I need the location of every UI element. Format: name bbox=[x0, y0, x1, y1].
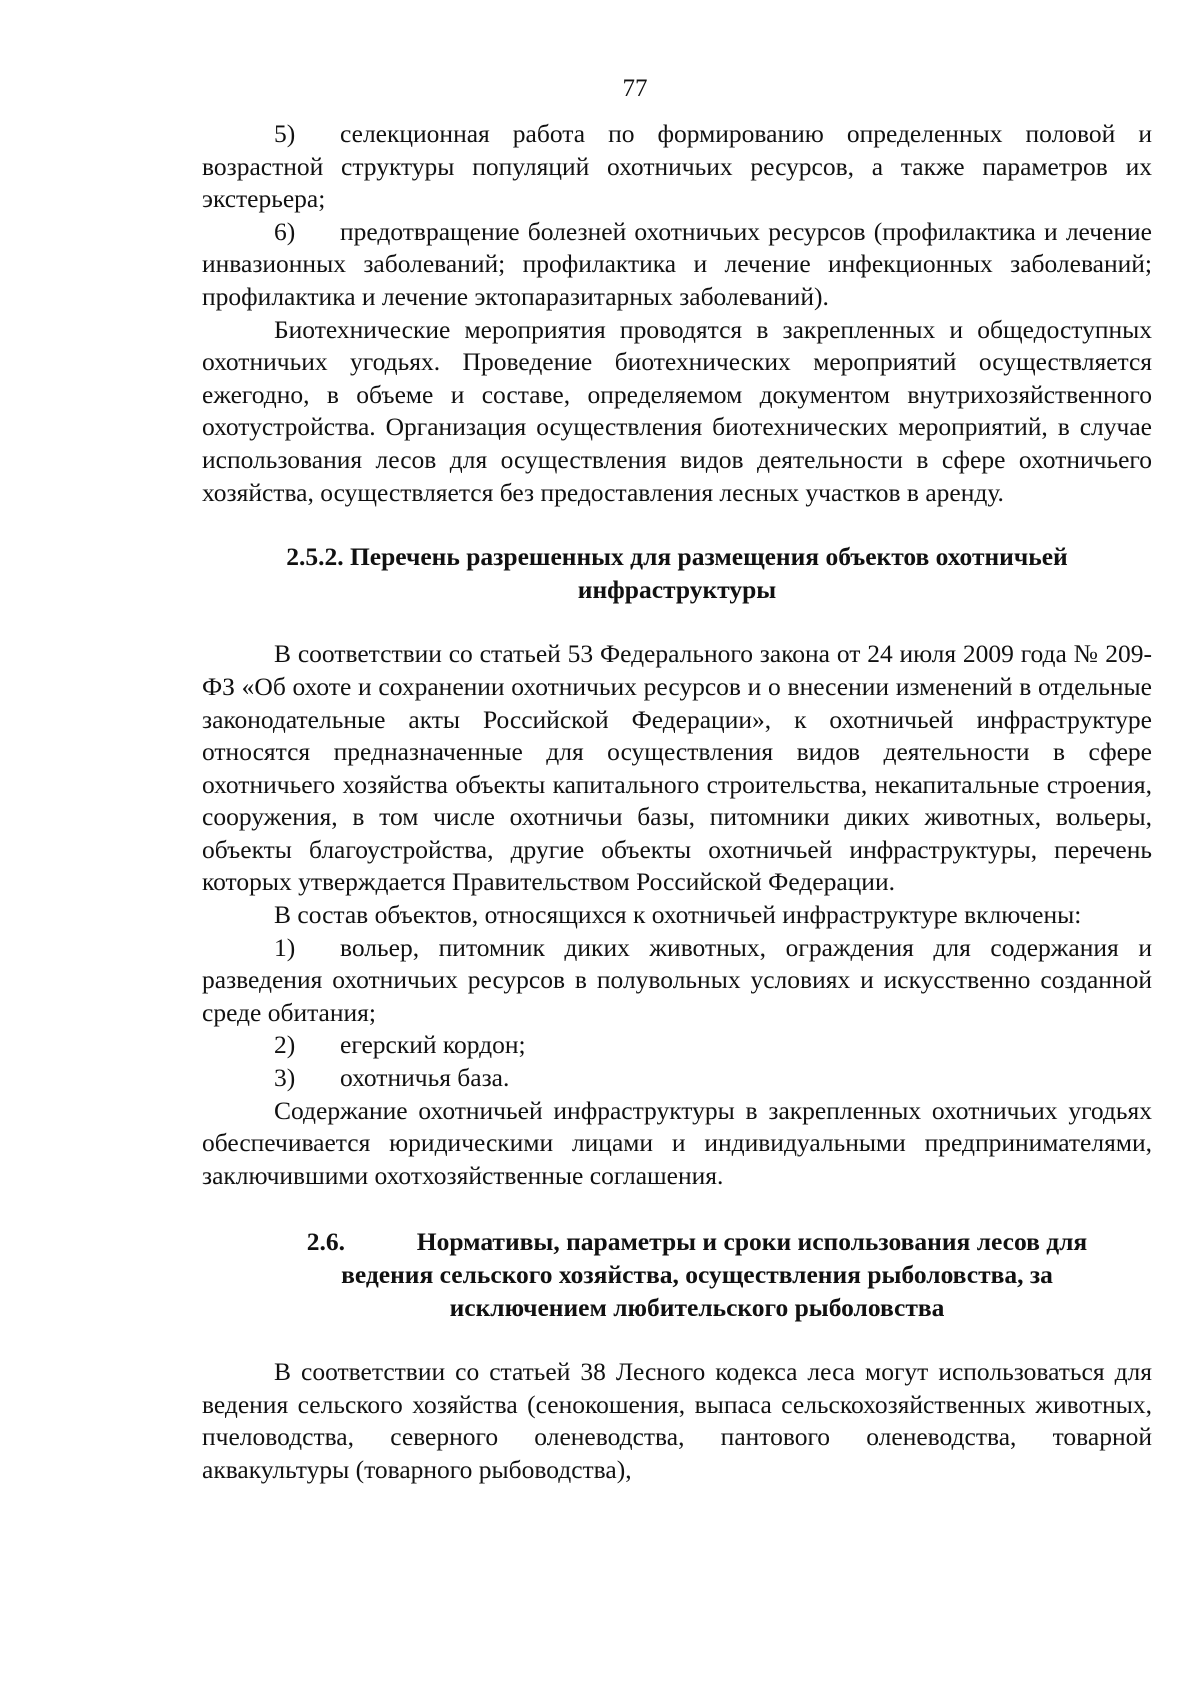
paragraph-law: В соответствии со статьей 53 Федерального закона от 24 июля 2009 года № 209-ФЗ «Об охоте и сохранении охотничьих ресурсов и о внесении изменений в отдельные законодательные акты Российской Федерации», к охотничьей инфраструктуре относятся предназначенные для осуществления видов деятельности в сфере охотничьего хозяйства объекты капитального строительства, некапитальные строения, сооружения, в том числе охотничьи базы, питомники диких животных, вольеры, объекты благоустройства, другие объекты охотничьей инфраструктуры, перечень которых утверждается Правительством Российской Федерации. bbox=[202, 639, 1152, 897]
section-heading-line: исключением любительского рыболовства bbox=[449, 1292, 945, 1322]
list-item-text: предотвращение болезней охотничьих ресурсов (профилактика и лечение инвазионных заболеваний; профилактика и лечение инфекционных заболеваний; профилактика и лечение эктопаразитарных заболеваний). bbox=[202, 216, 1152, 311]
section-heading-line: инфраструктуры bbox=[577, 574, 777, 604]
list-item-3 bbox=[202, 1062, 1152, 1095]
page-content bbox=[202, 118, 1152, 1487]
section-heading-line: 2.5.2. Перечень разрешенных для размещения объектов охотничьей bbox=[286, 542, 1068, 572]
paragraph-maintenance: Содержание охотничьей инфраструктуры в закрепленных охотничьих угодьях обеспечивается юридическими лицами и индивидуальными предпринимателями, заключившими охотхозяйственные соглашения. bbox=[202, 1095, 1152, 1190]
list-item-1 bbox=[202, 932, 1152, 1030]
section-heading-line: ведения сельского хозяйства, осуществления рыболовства, за bbox=[341, 1260, 1053, 1289]
list-item-text: охотничья база. bbox=[340, 1063, 510, 1093]
paragraph-forest-code: В соответствии со статьей 38 Лесного кодекса леса могут использоваться для ведения сельского хозяйства (сенокошения, выпаса сельскохозяйственных животных, пчеловодства, северного оленеводства, пантового оленеводства, товарной аквакультуры (товарного рыбоводства), bbox=[202, 1357, 1152, 1484]
section-heading-number: 2.6. bbox=[306, 1227, 345, 1257]
spacer bbox=[202, 1324, 1152, 1356]
list-item-number: 2) bbox=[274, 1030, 296, 1060]
list-item-6 bbox=[202, 216, 1152, 314]
list-item-number: 1) bbox=[274, 932, 296, 962]
list-item-5 bbox=[202, 118, 1152, 216]
section-heading-2-6 bbox=[202, 1226, 1152, 1324]
section-heading-line: Нормативы, параметры и сроки использования лесов для bbox=[416, 1227, 1088, 1257]
list-item-number: 3) bbox=[274, 1063, 296, 1093]
list-item-text: егерский кордон; bbox=[340, 1030, 526, 1060]
spacer bbox=[202, 606, 1152, 638]
paragraph-includes: В состав объектов, относящихся к охотничьей инфраструктуре включены: bbox=[274, 900, 1082, 930]
list-item-number: 5) bbox=[274, 119, 296, 148]
list-item-2 bbox=[202, 1029, 1152, 1062]
paragraph-biotech: Биотехнические мероприятия проводятся в закрепленных и общедоступных охотничьих угодьях. Проведение биотехнических мероприятий осуществляется ежегодно, в объеме и составе, определяемом документом внутрихозяйственного охотустройства. Организация осуществления биотехнических мероприятий, в случае использования лесов для осуществления видов деятельности в сфере охотничьего хозяйства, осуществляется без предоставления лесных участков в аренду. bbox=[202, 314, 1152, 507]
list-item-text: селекционная работа по формированию определенных половой и возрастной структуры популяций охотничьих ресурсов, а также параметров их экстерьера; bbox=[202, 119, 1152, 214]
section-heading-2-5-2 bbox=[202, 541, 1152, 606]
list-item-text: вольер, питомник диких животных, ограждения для содержания и разведения охотничьих ресурсов в полувольных условиях и искусственно созданной среде обитания; bbox=[202, 932, 1152, 1027]
spacer bbox=[202, 509, 1152, 541]
list-item-number: 6) bbox=[274, 216, 296, 246]
page-number: 77 bbox=[622, 75, 648, 102]
spacer bbox=[202, 1192, 1152, 1226]
